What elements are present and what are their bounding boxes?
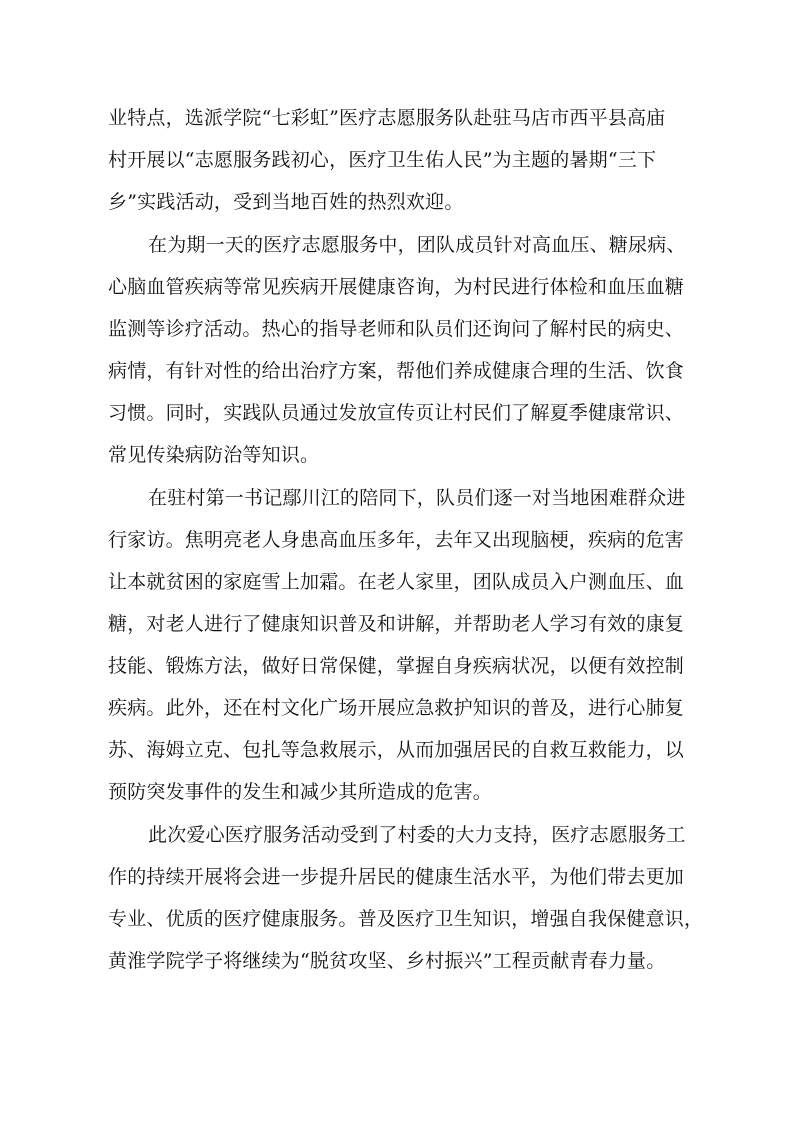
text-line: 心脑血管疾病等常见疾病开展健康咨询，为村民进行体检和血压血糖 [108,276,685,298]
text-line: 让本就贫困的家庭雪上加霜。在老人家里，团队成员入户测血压、血 [108,571,685,593]
text-line: 预防突发事件的发生和减少其所造成的危害。 [108,781,493,803]
text-line: 黄淮学院学子将继续为“脱贫攻坚、乡村振兴”工程贡献青春力量。 [108,950,666,972]
text-line: 此次爱心医疗服务活动受到了村委的大力支持，医疗志愿服务工 [148,824,686,846]
text-line: 乡”实践活动，受到当地百姓的热烈欢迎。 [108,191,464,213]
text-line: 习惯。同时，实践队员通过发放宣传页让村民们了解夏季健康常识、 [108,402,685,424]
text-line: 监测等诊疗活动。热心的指导老师和队员们还询问了解村民的病史、 [108,318,685,340]
text-line: 常见传染病防治等知识。 [108,444,320,466]
text-line: 糖，对老人进行了健康知识普及和讲解，并帮助老人学习有效的康复 [108,613,685,635]
text-line: 疾病。此外，还在村文化广场开展应急救护知识的普及，进行心肺复 [108,697,685,719]
text-line: 行家访。焦明亮老人身患高血压多年，去年又出现脑梗，疾病的危害 [108,529,685,551]
text-line: 作的持续开展将会进一步提升居民的健康生活水平，为他们带去更加 [108,866,685,888]
text-line: 业特点，选派学院“七彩虹”医疗志愿服务队赴驻马店市西平县高庙 [108,107,666,129]
text-line: 病情，有针对性的给出治疗方案，帮他们养成健康合理的生活、饮食 [108,360,685,382]
text-line: 村开展以“志愿服务践初心，医疗卫生佑人民”为主题的暑期“三下 [108,149,657,171]
text-line: 专业、优质的医疗健康服务。普及医疗卫生知识，增强自我保健意识， [108,908,704,930]
text-line: 技能、锻炼方法，做好日常保健，掌握自身疾病状况，以便有效控制 [108,655,685,677]
text-line: 在为期一天的医疗志愿服务中，团队成员针对高血压、糖尿病、 [148,234,686,256]
text-line: 在驻村第一书记鄢川江的陪同下，队员们逐一对当地困难群众进 [148,487,686,509]
text-line: 苏、海姆立克、包扎等急救展示，从而加强居民的自救互救能力，以 [108,739,685,761]
